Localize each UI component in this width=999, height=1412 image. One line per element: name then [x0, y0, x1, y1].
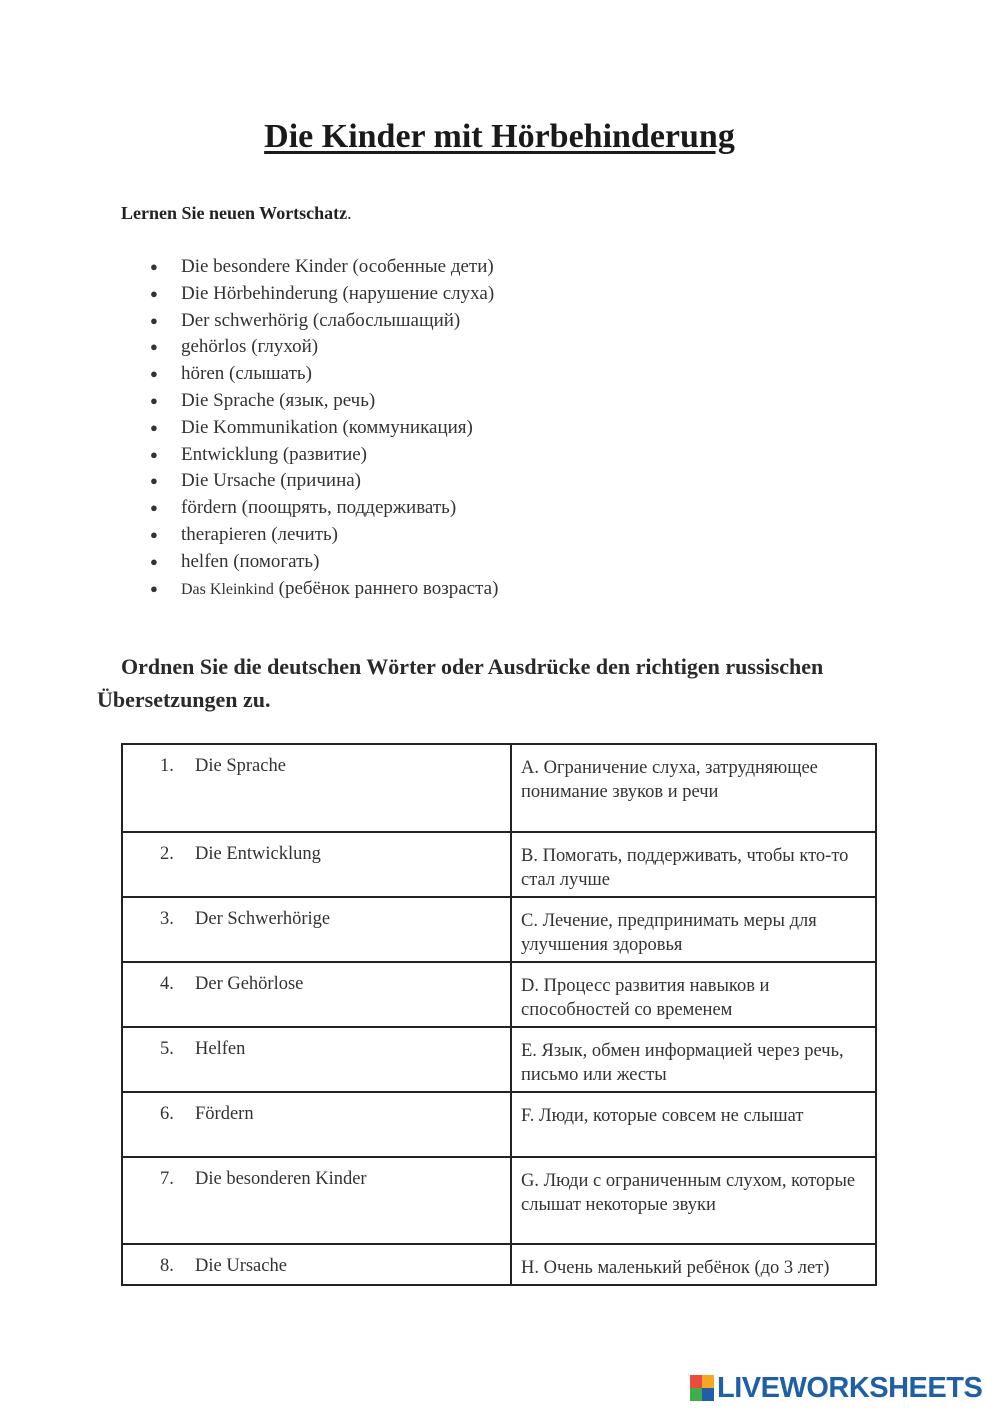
vocabulary-russian: (язык, речь): [274, 389, 376, 411]
vocabulary-russian: (развитие): [278, 443, 367, 465]
bullet-icon: ●: [150, 285, 158, 301]
vocabulary-item: [150, 361, 498, 388]
bullet-icon: ●: [150, 473, 158, 489]
bullet-icon: ●: [150, 366, 158, 382]
row-number: 1.: [160, 756, 174, 776]
german-word-cell: [122, 962, 511, 1027]
vocabulary-russian: (ребёнок раннего возраста): [273, 577, 499, 599]
vocabulary-german: fördern: [181, 497, 237, 519]
vocabulary-text: [181, 495, 456, 522]
german-word: Fördern: [195, 1104, 254, 1124]
vocabulary-german: Der schwerhörig: [181, 309, 309, 331]
german-word: Die Entwicklung: [195, 844, 321, 864]
russian-definition-cell: [511, 1244, 876, 1285]
bullet-icon: ●: [150, 500, 158, 516]
vocabulary-russian: (коммуникация): [337, 416, 473, 438]
vocabulary-item: [150, 576, 498, 603]
german-word-cell: [122, 1244, 511, 1285]
bullet-icon: ●: [150, 312, 158, 328]
russian-definition-cell: [511, 744, 876, 832]
vocabulary-text: [181, 334, 318, 361]
vocabulary-german: therapieren: [181, 523, 267, 545]
vocabulary-text: [181, 281, 494, 308]
vocabulary-item: [150, 388, 498, 415]
vocabulary-russian: (слышать): [224, 363, 312, 385]
vocabulary-text: [181, 388, 375, 415]
vocabulary-item: [150, 468, 498, 495]
russian-definition: A. Ограничение слуха, затрудняющее понимание звуков и речи: [521, 758, 818, 802]
vocabulary-text: [181, 468, 361, 495]
german-word: Helfen: [195, 1039, 246, 1059]
vocabulary-russian: (особенные дети): [347, 256, 494, 277]
row-number: 2.: [160, 844, 174, 864]
vocabulary-russian: (нарушение слуха): [337, 282, 495, 304]
vocabulary-text: [181, 549, 319, 576]
russian-definition-cell: [511, 1027, 876, 1092]
vocabulary-german: Die Ursache: [181, 470, 276, 492]
bullet-icon: ●: [150, 446, 158, 462]
vocabulary-item: [150, 254, 498, 281]
russian-definition: D. Процесс развития навыков и способностей со временем: [521, 976, 770, 1020]
vocabulary-text: [181, 361, 312, 388]
vocabulary-item: [150, 281, 498, 308]
table-row: [122, 1092, 876, 1157]
vocabulary-german: Die Kommunikation: [181, 416, 338, 438]
german-word-cell: [122, 744, 511, 832]
russian-definition-cell: [511, 897, 876, 962]
german-word: Die besonderen Kinder: [195, 1169, 367, 1189]
row-number: 5.: [160, 1039, 174, 1059]
liveworksheets-logo: [690, 1373, 982, 1403]
vocabulary-text: [181, 415, 473, 442]
bullet-icon: ●: [150, 339, 158, 355]
russian-definition-cell: [511, 1157, 876, 1244]
german-word: Die Sprache: [195, 756, 286, 776]
russian-definition-cell: [511, 962, 876, 1027]
german-word-cell: [122, 1157, 511, 1244]
bullet-icon: ●: [150, 526, 158, 542]
vocabulary-german: Die Sprache: [181, 389, 275, 411]
vocabulary-german: Die Hörbehinderung: [181, 282, 338, 304]
page-title: Die Kinder mit Hörbehinderung: [264, 118, 735, 155]
table-row: [122, 962, 876, 1027]
bullet-icon: ●: [150, 553, 158, 569]
vocabulary-russian: (поощрять, поддерживать): [236, 497, 457, 519]
bullet-icon: ●: [150, 580, 158, 596]
vocabulary-text: [181, 442, 367, 469]
row-number: 8.: [160, 1256, 174, 1276]
vocabulary-russian: (причина): [275, 470, 362, 492]
table-row: [122, 1244, 876, 1285]
table-row: [122, 1157, 876, 1244]
task-instruction: Ordnen Sie die deutschen Wörter oder Ausdrücke den richtigen russischen Übersetzungen zu.: [97, 654, 824, 712]
liveworksheets-logo-text: LIVEWORKSHEETS: [717, 1371, 983, 1404]
matching-table: [121, 743, 877, 1286]
vocabulary-text: [181, 576, 498, 603]
vocabulary-item: [150, 495, 498, 522]
vocabulary-heading-bold: Lernen Sie neuen Wortschatz: [121, 203, 348, 223]
german-word-cell: [122, 1027, 511, 1092]
table-row: [122, 897, 876, 962]
russian-definition: E. Язык, обмен информацией через речь, письмо или жесты: [521, 1041, 844, 1085]
table-row: [122, 832, 876, 897]
vocabulary-german: Die besondere Kinder: [181, 256, 348, 277]
vocabulary-heading: [121, 203, 352, 224]
bullet-icon: ●: [150, 419, 158, 435]
vocabulary-item: [150, 308, 498, 335]
vocabulary-item: [150, 415, 498, 442]
vocabulary-russian: (помогать): [228, 550, 320, 572]
vocabulary-heading-period: .: [347, 203, 352, 223]
vocabulary-german: hören: [181, 363, 225, 385]
german-word-cell: [122, 1092, 511, 1157]
russian-definition: B. Помогать, поддерживать, чтобы кто-то стал лучше: [521, 846, 849, 890]
table-row: [122, 744, 876, 832]
vocabulary-list: [150, 254, 498, 602]
bullet-icon: ●: [150, 259, 158, 274]
liveworksheets-logo-icon: [690, 1375, 714, 1401]
table-row: [122, 1027, 876, 1092]
row-number: 7.: [160, 1169, 174, 1189]
russian-definition: G. Люди с ограниченным слухом, которые слышат некоторые звуки: [521, 1171, 856, 1215]
german-word-cell: [122, 897, 511, 962]
vocabulary-russian: (глухой): [246, 336, 319, 358]
russian-definition-cell: [511, 832, 876, 897]
row-number: 4.: [160, 974, 174, 994]
german-word: Die Ursache: [195, 1256, 287, 1276]
vocabulary-german: helfen: [181, 550, 229, 572]
german-word: Der Schwerhörige: [195, 909, 331, 929]
vocabulary-item: [150, 549, 498, 576]
russian-definition-cell: [511, 1092, 876, 1157]
vocabulary-item: [150, 334, 498, 361]
vocabulary-german: Das Kleinkind: [181, 580, 274, 598]
vocabulary-item: [150, 522, 498, 549]
vocabulary-german: gehörlos: [181, 336, 247, 358]
vocabulary-text: [181, 254, 494, 281]
bullet-icon: ●: [150, 392, 158, 408]
row-number: 6.: [160, 1104, 174, 1124]
vocabulary-text: [181, 308, 460, 335]
vocabulary-item: [150, 442, 498, 469]
russian-definition: C. Лечение, предпринимать меры для улучшения здоровья: [521, 911, 817, 955]
vocabulary-russian: (лечить): [266, 523, 338, 545]
russian-definition: F. Люди, которые совсем не слышат: [521, 1106, 804, 1126]
vocabulary-german: Entwicklung: [181, 443, 279, 465]
vocabulary-russian: (слабослышащий): [308, 309, 461, 331]
vocabulary-text: [181, 522, 338, 549]
german-word-cell: [122, 832, 511, 897]
russian-definition: H. Очень маленький ребёнок (до 3 лет): [521, 1258, 830, 1278]
german-word: Der Gehörlose: [195, 974, 304, 994]
row-number: 3.: [160, 909, 174, 929]
